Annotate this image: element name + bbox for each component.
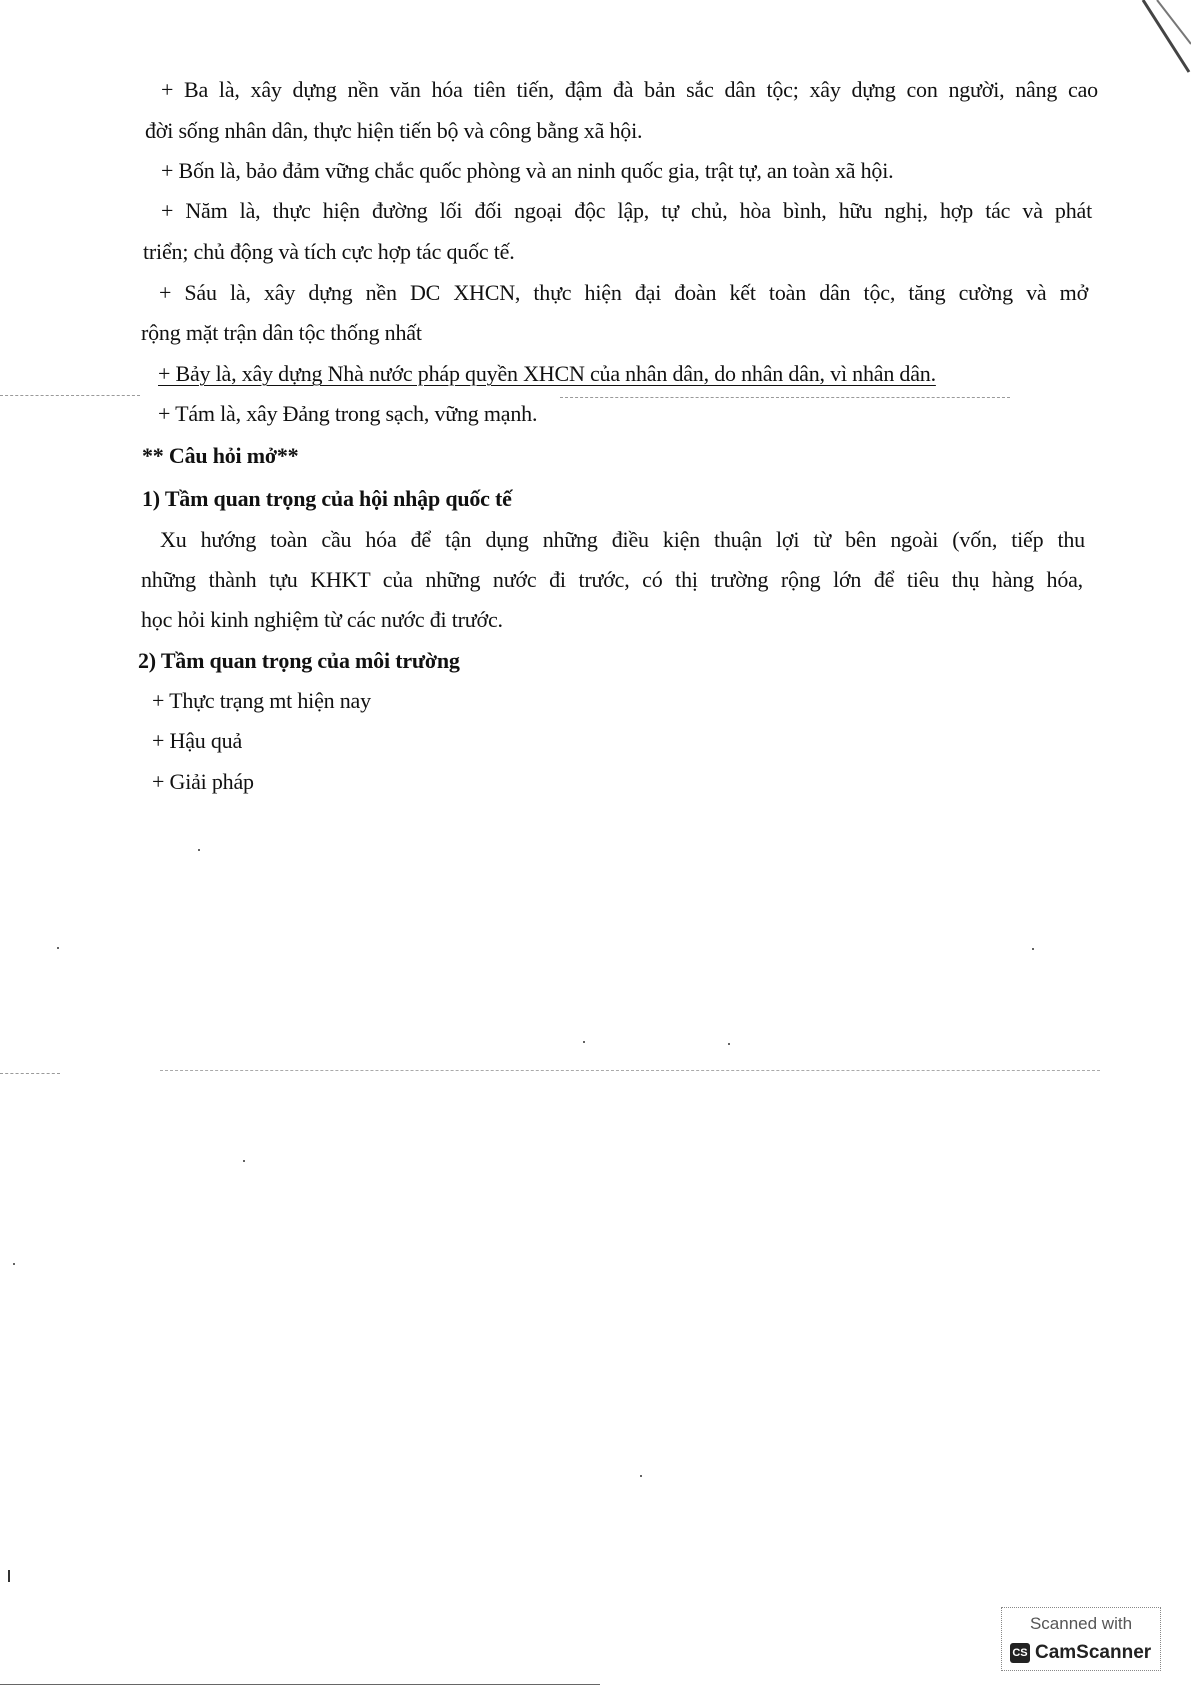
scan-artifact-line (160, 1070, 1100, 1071)
paragraph-line-7: rộng mặt trận dân tộc thống nhất (141, 320, 422, 345)
paragraph-line-2: đời sống nhân dân, thực hiện tiến bộ và công bằng xã hội. (145, 118, 643, 143)
page-corner-fold (1131, 0, 1191, 80)
paragraph-line-4: + Năm là, thực hiện đường lối đối ngoại độc lập, tự chủ, hòa bình, hữu nghị, hợp tác và phát (161, 198, 1092, 223)
paragraph-line-5: triển; chủ động và tích cực hợp tác quốc tế. (143, 239, 515, 264)
question-2-heading: 2) Tầm quan trọng của môi trường (138, 648, 460, 673)
open-questions-heading: ** Câu hỏi mở** (142, 443, 299, 468)
scan-artifact-line (560, 397, 1010, 398)
scan-artifact-line (0, 395, 140, 396)
paragraph-line-13: những thành tựu KHKT của những nước đi trước, có thị trường rộng lớn để tiêu thụ hàng hóa, (141, 567, 1083, 592)
paragraph-line-18: + Giải pháp (152, 769, 254, 794)
watermark-caption: Scanned with (1029, 1614, 1133, 1633)
watermark-brand-row (1010, 1642, 1151, 1664)
paragraph-line-14: học hỏi kinh nghiệm từ các nước đi trước. (141, 607, 503, 632)
scan-speck (13, 1263, 15, 1265)
paragraph-line-8: + Bảy là, xây dựng Nhà nước pháp quyền XHCN của nhân dân, do nhân dân, vì nhân dân. (158, 361, 936, 386)
watermark-brand: CamScanner (1035, 1642, 1152, 1663)
question-1-heading: 1) Tầm quan trọng của hội nhập quốc tế (142, 486, 512, 511)
camscanner-watermark (1001, 1607, 1161, 1671)
paragraph-line-9: + Tám là, xây Đảng trong sạch, vững mạnh. (158, 401, 538, 426)
scan-speck (8, 1570, 10, 1582)
scan-artifact-line (0, 1073, 60, 1074)
paragraph-line-3: + Bốn là, bảo đảm vững chắc quốc phòng và an ninh quốc gia, trật tự, an toàn xã hội. (161, 158, 894, 183)
scan-speck (243, 1160, 245, 1162)
paragraph-line-6: + Sáu là, xây dựng nền DC XHCN, thực hiện đại đoàn kết toàn dân tộc, tăng cường và mở (159, 280, 1088, 305)
scan-speck (640, 1475, 642, 1477)
scan-speck (728, 1043, 730, 1045)
scan-speck (1032, 948, 1034, 950)
paragraph-line-16: + Thực trạng mt hiện nay (152, 688, 371, 713)
paragraph-line-12: Xu hướng toàn cầu hóa để tận dụng những điều kiện thuận lợi từ bên ngoài (vốn, tiếp thu (160, 527, 1085, 552)
scan-speck (57, 947, 59, 949)
camscanner-logo-icon: CS (1010, 1643, 1030, 1663)
paragraph-line-1: + Ba là, xây dựng nền văn hóa tiên tiến, đậm đà bản sắc dân tộc; xây dựng con người, nâng cao (161, 77, 1098, 102)
paragraph-line-17: + Hậu quả (152, 728, 243, 753)
scan-speck (198, 849, 200, 851)
scan-speck (583, 1041, 585, 1043)
